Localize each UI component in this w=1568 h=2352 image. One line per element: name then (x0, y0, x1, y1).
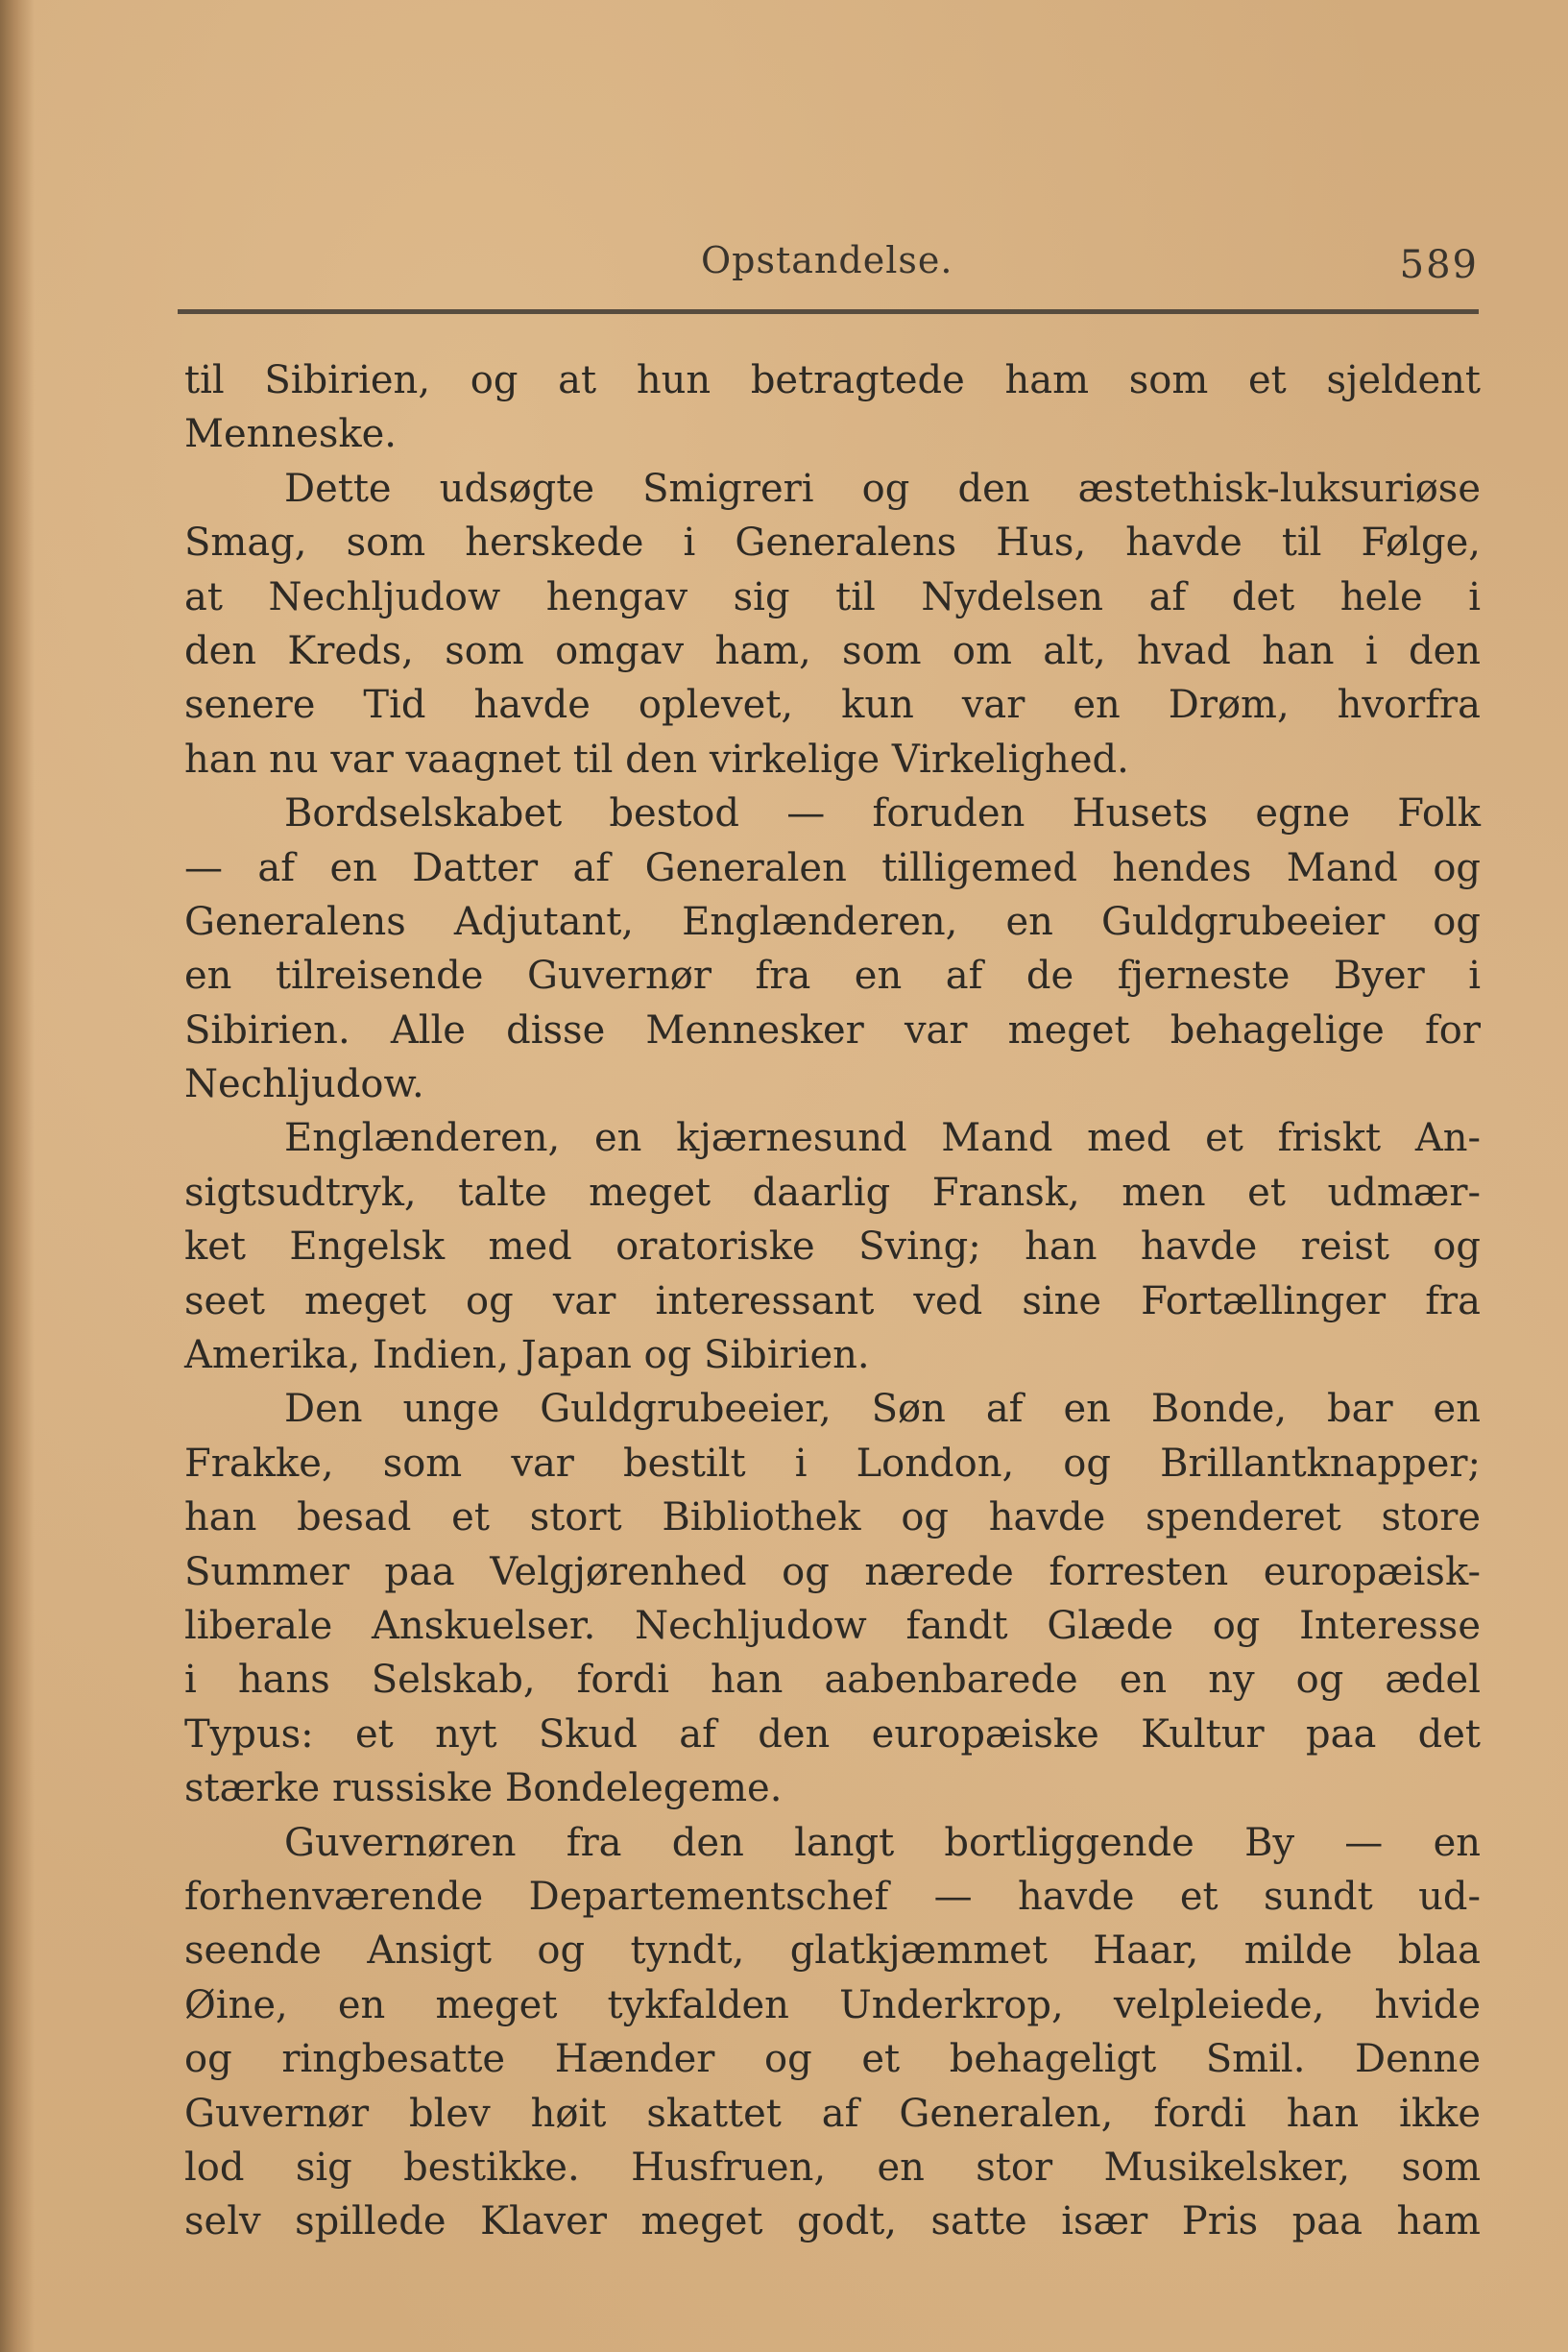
page-header (182, 235, 1479, 293)
text-line: Den unge Guldgrubeeier, Søn af en Bonde, bar en (284, 1387, 1481, 1432)
text-line: Bordselskabet bestod — foruden Husets egne Folk (284, 791, 1481, 837)
text-line: Sibirien. Alle disse Mennesker var meget behagelige for (184, 1007, 1481, 1053)
text-line: seende Ansigt og tyndt, glatkjæmmet Haar, milde blaa (184, 1928, 1481, 1974)
text-line: stærke russiske Bondelegeme. (184, 1766, 783, 1811)
text-line: liberale Anskuelser. Nechljudow fandt Glæde og Interesse (184, 1603, 1481, 1648)
page-number: 589 (1399, 243, 1479, 287)
text-line: selv spillede Klaver meget godt, satte især Pris paa ham (184, 2199, 1481, 2244)
text-line: senere Tid havde oplevet, kun var en Drøm, hvorfra (184, 683, 1481, 728)
text-line: Summer paa Velgjørenhed og nærede forresten europæisk- (184, 1549, 1481, 1594)
text-line: Øine, en meget tykfalden Underkrop, velpleiede, hvide (184, 1982, 1481, 2027)
text-line: Frakke, som var bestilt i London, og Brillantknapper; (184, 1441, 1481, 1486)
binding-shadow (0, 0, 35, 2352)
text-line: Guvernør blev høit skattet af Generalen, fordi han ikke (184, 2091, 1481, 2136)
text-line: Generalens Adjutant, Englænderen, en Guldgrubeeier og (184, 899, 1481, 944)
text-line: at Nechljudow hengav sig til Nydelsen af det hele i (184, 574, 1481, 619)
text-line: den Kreds, som omgav ham, som om alt, hvad han i den (184, 628, 1481, 673)
text-line: Dette udsøgte Smigreri og den æstethisk-luksuriøse (284, 466, 1481, 511)
text-line: Nechljudow. (184, 1062, 424, 1107)
header-rule (178, 309, 1479, 314)
body-text (184, 353, 1481, 2249)
text-line: i hans Selskab, fordi han aabenbarede en ny og ædel (184, 1658, 1481, 1703)
text-line: Typus: et nyt Skud af den europæiske Kultur paa det (184, 1711, 1481, 1757)
text-line: lod sig bestikke. Husfruen, en stor Musikelsker, som (184, 2145, 1481, 2190)
text-line: Guvernøren fra den langt bortliggende By — en (284, 1820, 1481, 1865)
text-line: Amerika, Indien, Japan og Sibirien. (184, 1333, 870, 1378)
text-line: han besad et stort Bibliothek og havde spenderet store (184, 1495, 1481, 1540)
text-line: en tilreisende Guvernør fra en af de fjerneste Byer i (184, 954, 1481, 999)
text-line: til Sibirien, og at hun betragtede ham som et sjeldent (184, 358, 1481, 402)
text-line: forhenværende Departementschef — havde et sundt ud- (184, 1874, 1481, 1919)
text-line: Englænderen, en kjærnesund Mand med et friskt An- (284, 1116, 1481, 1161)
text-line: sigtsudtryk, talte meget daarlig Fransk, men et udmær- (184, 1170, 1481, 1215)
text-line: Menneske. (184, 412, 397, 457)
text-line: Smag, som herskede i Generalens Hus, havde til Følge, (184, 521, 1481, 566)
running-title: Opstandelse. (701, 239, 953, 281)
text-line: seet meget og var interessant ved sine Fortællinger fra (184, 1278, 1481, 1323)
text-line: ket Engelsk med oratoriske Sving; han havde reist og (184, 1224, 1481, 1270)
text-line: — af en Datter af Generalen tilligemed hendes Mand og (184, 845, 1481, 890)
text-line: han nu var vaagnet til den virkelige Virkelighed. (184, 737, 1129, 782)
text-line: og ringbesatte Hænder og et behageligt Smil. Denne (184, 2037, 1481, 2082)
